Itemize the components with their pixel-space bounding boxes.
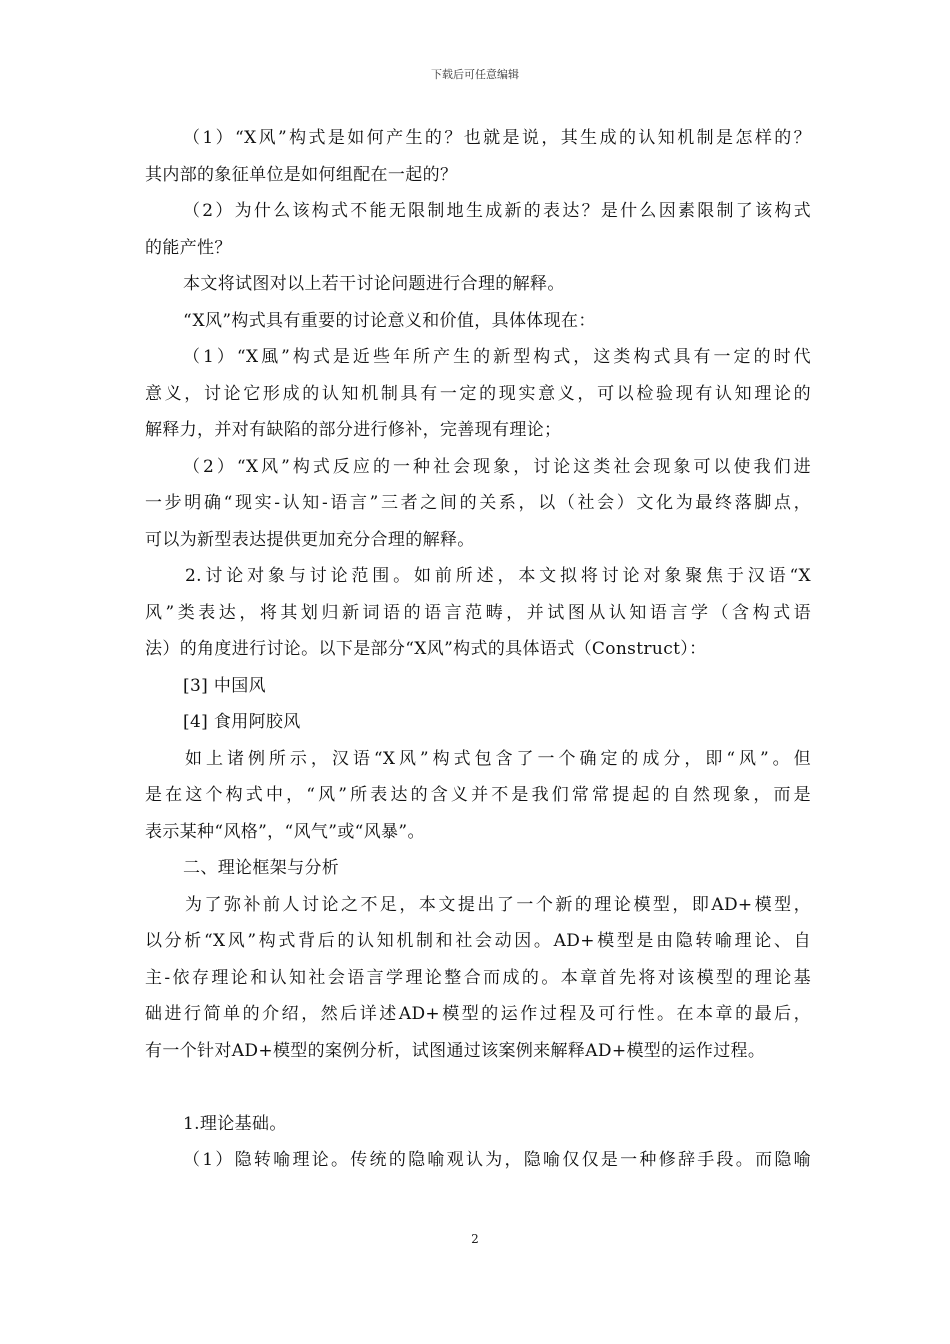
- paragraph-line: （2）“X风”构式反应的一种社会现象，讨论这类社会现象可以使我们进: [183, 456, 811, 477]
- paragraph-line: 以分析“X风”构式背后的认知机制和社会动因。AD+模型是由隐转喻理论、自: [145, 931, 811, 951]
- paragraph-line: 表示某种“风格”，“风气”或“风暴”。: [145, 821, 425, 842]
- page-header-note: 下载后可任意编辑: [431, 68, 519, 81]
- paragraph-line: 其内部的象征单位是如何组配在一起的？: [145, 164, 458, 185]
- paragraph-line: “X风”构式具有重要的讨论意义和价值，具体体现在：: [183, 310, 596, 331]
- paragraph-line: 主-依存理论和认知社会语言学理论整合而成的。本章首先将对该模型的理论基: [145, 967, 811, 988]
- paragraph-line: （2）为什么该构式不能无限制地生成新的表达？是什么因素限制了该构式: [183, 201, 811, 221]
- paragraph-line: 可以为新型表达提供更加充分合理的解释。: [145, 529, 475, 550]
- paragraph-line: 一步明确“现实-认知-语言”三者之间的关系，以（社会）文化为最终落脚点，: [145, 493, 811, 513]
- document-body: [145, 120, 811, 1179]
- paragraph-line: 是在这个构式中，“风”所表达的含义并不是我们常常提起的自然现象，而是: [145, 785, 811, 805]
- paragraph-line: 解释力，并对有缺陷的部分进行修补，完善现有理论；: [145, 420, 562, 440]
- blank-line: [145, 1069, 811, 1106]
- paragraph-line: 的能产性？: [145, 237, 232, 258]
- paragraph-line: 2.讨论对象与讨论范围。如前所述，本文拟将讨论对象聚焦于汉语“X: [185, 566, 811, 586]
- paragraph-line: 如上诸例所示，汉语“X风”构式包含了一个确定的成分，即“风”。但: [185, 748, 811, 769]
- paragraph-line: 风”类表达，将其划归新词语的语言范畴，并试图从认知语言学（含构式语: [145, 602, 811, 623]
- paragraph-line: 法）的角度进行讨论。以下是部分“X风”构式的具体语式（Construct）：: [145, 639, 707, 659]
- paragraph-line: （1）隐转喻理论。传统的隐喻观认为，隐喻仅仅是一种修辞手段。而隐喻: [183, 1150, 811, 1170]
- example-item: [3] 中国风: [183, 675, 266, 696]
- paragraph-line: （1）“X風”构式是近些年所产生的新型构式，这类构式具有一定的时代: [183, 347, 811, 367]
- section-heading: 二、理论框架与分析: [183, 858, 340, 878]
- paragraph-line: 为了弥补前人讨论之不足，本文提出了一个新的理论模型，即AD+模型，: [185, 894, 811, 915]
- paragraph-line: 有一个针对AD+模型的案例分析，试图通过该案例来解释AD+模型的运作过程。: [145, 1040, 766, 1061]
- paragraph-line: （1）“X风”构式是如何产生的？也就是说，其生成的认知机制是怎样的？: [183, 128, 811, 148]
- example-item: [4] 食用阿胶风: [183, 712, 301, 732]
- paragraph-line: 意义，讨论它形成的认知机制具有一定的现实意义，可以检验现有认知理论的: [145, 383, 811, 404]
- subsection-heading: 1.理论基础。: [183, 1113, 287, 1134]
- paragraph-line: 础进行简单的介绍，然后详述AD+模型的运作过程及可行性。在本章的最后，: [145, 1004, 811, 1024]
- page-number: 2: [471, 1232, 479, 1246]
- paragraph-line: 本文将试图对以上若干讨论问题进行合理的解释。: [183, 274, 565, 294]
